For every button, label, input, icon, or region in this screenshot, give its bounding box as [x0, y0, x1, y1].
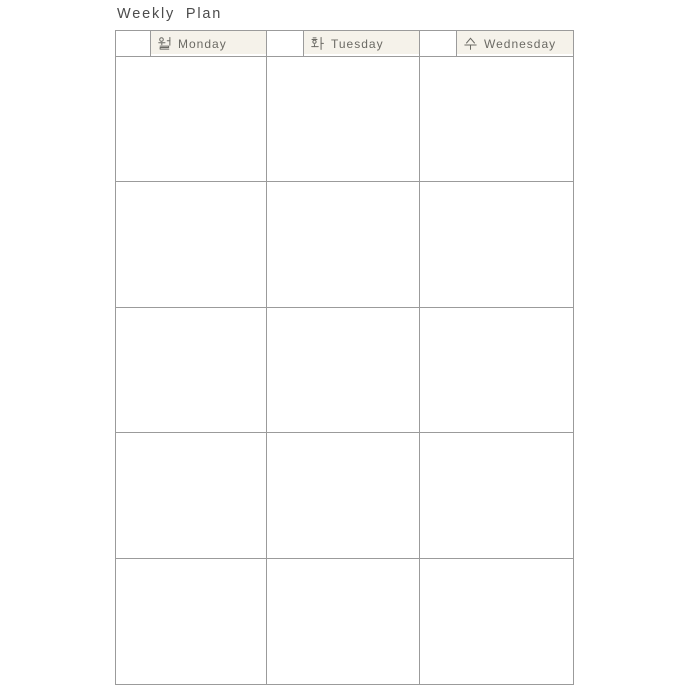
day-label-wednesday: Wednesday — [484, 36, 557, 51]
header-day-monday — [151, 31, 267, 57]
planner-cell-row2-tuesday[interactable] — [267, 182, 420, 307]
header-mini-cell-wednesday — [420, 31, 457, 57]
planner-cell-row5-monday[interactable] — [116, 559, 267, 684]
header-mini-cell-monday — [116, 31, 151, 57]
planner-cell-row1-tuesday[interactable] — [267, 57, 420, 182]
header-day-wednesday — [457, 31, 573, 57]
planner-cell-row4-monday[interactable] — [116, 433, 267, 558]
page-title: Weekly Plan — [117, 6, 223, 22]
day-label-tuesday: Tuesday — [331, 36, 384, 51]
hangul-wol-icon — [158, 37, 171, 50]
planner-cell-row5-tuesday[interactable] — [267, 559, 420, 684]
planner-cell-row5-wednesday[interactable] — [420, 559, 573, 684]
planner-cell-row1-wednesday[interactable] — [420, 57, 573, 182]
planner-cell-row4-tuesday[interactable] — [267, 433, 420, 558]
planner-cell-row2-monday[interactable] — [116, 182, 267, 307]
day-label-monday: Monday — [178, 36, 227, 51]
planner-cell-row3-tuesday[interactable] — [267, 308, 420, 433]
planner-cell-row3-monday[interactable] — [116, 308, 267, 433]
hangul-su-icon — [464, 37, 477, 50]
header-day-tuesday — [304, 31, 420, 57]
planner-cell-row4-wednesday[interactable] — [420, 433, 573, 558]
planner-cell-row2-wednesday[interactable] — [420, 182, 573, 307]
planner-cell-row3-wednesday[interactable] — [420, 308, 573, 433]
header-mini-cell-tuesday — [267, 31, 304, 57]
planner-grid — [115, 30, 574, 685]
planner-cell-row1-monday[interactable] — [116, 57, 267, 182]
hangul-hwa-icon — [311, 37, 324, 50]
